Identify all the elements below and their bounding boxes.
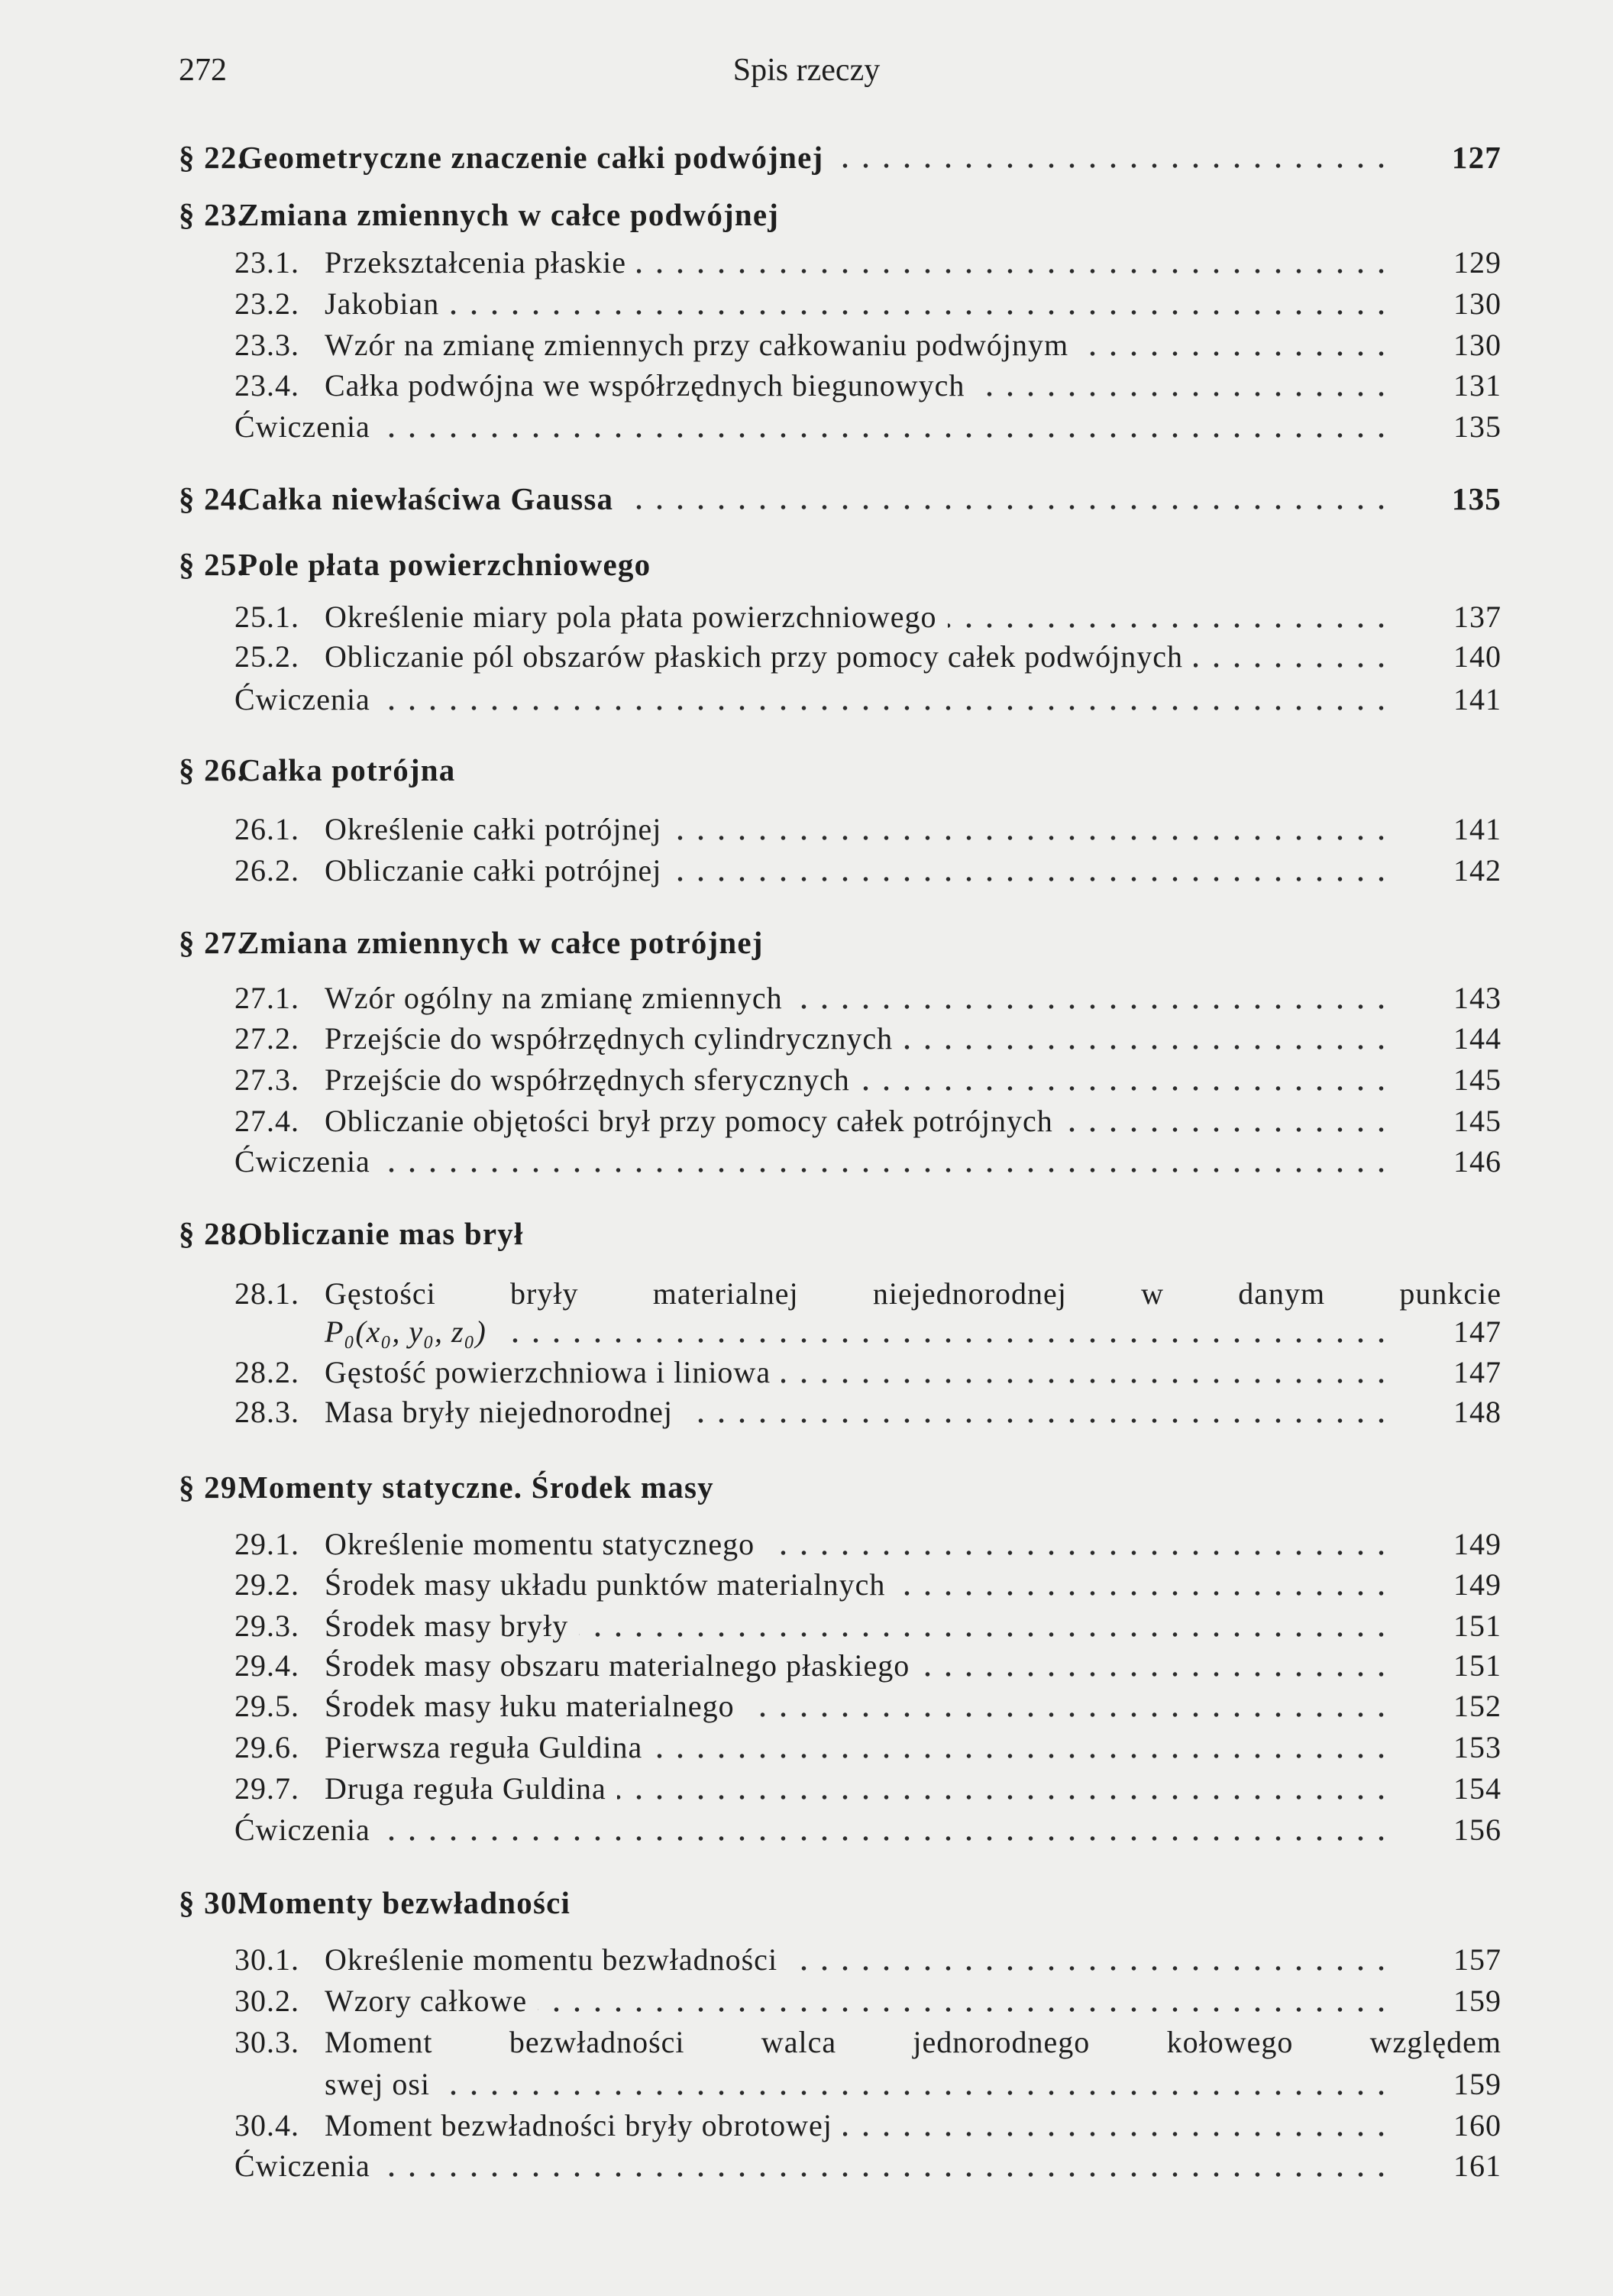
entry-number: 27.2. xyxy=(234,1021,299,1056)
page-number: 156 xyxy=(1453,1813,1501,1847)
entry-number: 23.3. xyxy=(234,328,299,362)
toc-entry xyxy=(0,2107,1613,2150)
dot-leader xyxy=(794,1004,1392,1009)
toc-entry xyxy=(0,1276,1613,1318)
section-heading xyxy=(0,546,1613,589)
dot-leader xyxy=(765,1551,1392,1555)
dot-leader xyxy=(381,2172,1392,2177)
entry-number: 23.4. xyxy=(234,368,299,403)
dot-leader xyxy=(381,1836,1392,1841)
entry-title: Obliczanie całki potrójnej xyxy=(325,853,662,888)
section-heading xyxy=(0,924,1613,967)
toc-entry xyxy=(0,1062,1613,1104)
toc-entry xyxy=(0,1394,1613,1437)
section-title: Całka potrójna xyxy=(238,752,456,787)
page-number: 148 xyxy=(1453,1395,1501,1429)
entry-number: 29.2. xyxy=(234,1567,299,1602)
section-number: § 22. xyxy=(179,140,246,175)
toc-entry xyxy=(0,980,1613,1023)
page-number: 159 xyxy=(1453,1984,1501,2018)
exercises-label: Ćwiczenia xyxy=(234,2149,370,2183)
exercises-label: Ćwiczenia xyxy=(234,1144,370,1179)
entry-number: 26.1. xyxy=(234,812,299,846)
section-title: Całka niewłaściwa Gaussa xyxy=(238,481,614,516)
entry-title: Określenie momentu bezwładności xyxy=(325,1942,778,1977)
section-title: Pole płata powierzchniowego xyxy=(238,547,651,582)
entry-number: 29.3. xyxy=(234,1609,299,1643)
exercises-label: Ćwiczenia xyxy=(234,1813,370,1847)
page-number: 151 xyxy=(1453,1648,1501,1683)
section-title: Zmiana zmiennych w całce podwójnej xyxy=(238,197,780,232)
page-number: 145 xyxy=(1453,1062,1501,1097)
entry-title: Wzór ogólny na zmianę zmiennych xyxy=(325,981,783,1015)
entry-title-continuation: P₀(x₀, y₀, z₀) xyxy=(325,1315,486,1349)
toc-entry xyxy=(0,811,1613,854)
section-number: § 27. xyxy=(179,925,246,960)
entry-title: Wzór na zmianę zmiennych przy całkowaniu podwójnym xyxy=(325,328,1069,362)
entry-number: 26.2. xyxy=(234,853,299,888)
section-heading xyxy=(0,1469,1613,1512)
toc-entry xyxy=(0,1526,1613,1569)
page-number: 141 xyxy=(1453,682,1501,716)
toc-entry xyxy=(0,1020,1613,1063)
section-number: § 29. xyxy=(179,1470,246,1505)
page-number: 154 xyxy=(1453,1771,1501,1806)
entry-number: 29.1. xyxy=(234,1527,299,1561)
section-heading xyxy=(0,196,1613,239)
page-number: 135 xyxy=(1451,481,1501,516)
entry-title: Całka podwójna we współrzędnych biegunowych xyxy=(325,368,965,403)
toc-entry xyxy=(0,1567,1613,1609)
entry-title: Środek masy obszaru materialnego płaskiego xyxy=(325,1648,910,1683)
dot-leader xyxy=(579,1632,1392,1637)
entry-title: Druga reguła Guldina xyxy=(325,1771,606,1806)
toc-entry xyxy=(0,681,1613,724)
dot-leader xyxy=(975,392,1392,396)
entry-number: 29.5. xyxy=(234,1689,299,1723)
entry-number: 30.2. xyxy=(234,1984,299,2018)
section-title: Obliczanie mas brył xyxy=(238,1216,524,1251)
entry-number: 27.3. xyxy=(234,1062,299,1097)
dot-leader xyxy=(788,1966,1392,1971)
section-heading xyxy=(0,1215,1613,1258)
entry-number: 29.6. xyxy=(234,1730,299,1764)
entry-number: 28.1. xyxy=(234,1276,299,1311)
section-heading xyxy=(0,1884,1613,1927)
entry-number: 30.4. xyxy=(234,2108,299,2142)
section-number: § 23. xyxy=(179,197,246,232)
toc-entry xyxy=(0,367,1613,410)
dot-leader xyxy=(1194,663,1392,668)
toc-entry xyxy=(0,1942,1613,1984)
toc-entry xyxy=(0,852,1613,895)
page-number: 153 xyxy=(1453,1730,1501,1764)
page-number: 129 xyxy=(1453,245,1501,280)
entry-title: Moment bezwładności walca jednorodnego kołowego względem xyxy=(325,2025,1501,2059)
page-number: 147 xyxy=(1453,1355,1501,1389)
dot-leader xyxy=(834,163,1392,168)
page-number: 135 xyxy=(1453,409,1501,444)
entry-title: Przejście do współrzędnych sferycznych xyxy=(325,1062,850,1097)
toc-entry xyxy=(0,2066,1613,2109)
dot-leader xyxy=(672,836,1392,840)
dot-leader xyxy=(948,623,1392,628)
toc-entry xyxy=(0,2024,1613,2067)
section-title: Momenty bezwładności xyxy=(238,1885,571,1920)
entry-title: Gęstość powierzchniowa i liniowa xyxy=(325,1355,771,1389)
page-number: 151 xyxy=(1453,1609,1501,1643)
page-number: 143 xyxy=(1453,981,1501,1015)
entry-title: Określenie całki potrójnej xyxy=(325,812,662,846)
entry-number: 25.1. xyxy=(234,600,299,634)
dot-leader xyxy=(441,2091,1392,2095)
entry-number: 23.1. xyxy=(234,245,299,280)
entry-title: Przejście do współrzędnych cylindrycznych xyxy=(325,1021,894,1056)
toc-entry xyxy=(0,1648,1613,1690)
toc-entry xyxy=(0,2148,1613,2191)
dot-leader xyxy=(745,1712,1392,1717)
dot-leader xyxy=(381,706,1392,710)
entry-title: Pierwsza reguła Guldina xyxy=(325,1730,643,1764)
dot-leader xyxy=(920,1672,1392,1677)
entry-title: Środek masy bryły xyxy=(325,1609,569,1643)
section-heading xyxy=(0,480,1613,523)
toc-entry xyxy=(0,1983,1613,2026)
toc-entry xyxy=(0,1354,1613,1397)
page-number: 157 xyxy=(1453,1942,1501,1977)
dot-leader xyxy=(861,1086,1392,1091)
page-number: 141 xyxy=(1453,812,1501,846)
dot-leader xyxy=(538,2007,1392,2012)
entry-title: Masa bryły niejednorodnej xyxy=(325,1395,673,1429)
section-number: § 30. xyxy=(179,1885,246,1920)
dot-leader xyxy=(497,1338,1392,1343)
entry-number: 30.3. xyxy=(234,2025,299,2059)
dot-leader xyxy=(684,1418,1392,1423)
section-number: § 25. xyxy=(179,547,246,582)
page-number: 130 xyxy=(1453,286,1501,321)
page-number: 160 xyxy=(1453,2108,1501,2142)
dot-leader xyxy=(843,2132,1392,2136)
dot-leader xyxy=(781,1379,1392,1383)
dot-leader xyxy=(1079,351,1392,356)
page-number: 142 xyxy=(1453,853,1501,888)
section-number: § 24. xyxy=(179,481,246,516)
entry-title: Moment bezwładności bryły obrotowej xyxy=(325,2108,832,2142)
dot-leader xyxy=(896,1591,1392,1596)
entry-title: Wzory całkowe xyxy=(325,1984,528,2018)
entry-title: Obliczanie pól obszarów płaskich przy pomocy całek podwójnych xyxy=(325,639,1184,674)
dot-leader xyxy=(653,1754,1392,1758)
entry-title: Określenie miary pola płata powierzchniowego xyxy=(325,600,937,634)
dot-leader xyxy=(617,1795,1392,1800)
page-number: 159 xyxy=(1453,2067,1501,2101)
toc-entry xyxy=(0,1608,1613,1651)
toc-entry xyxy=(0,286,1613,328)
toc-entry xyxy=(0,1688,1613,1731)
page-number: 127 xyxy=(1451,140,1501,175)
entry-title: Środek masy łuku materialnego xyxy=(325,1689,735,1723)
page-number: 145 xyxy=(1453,1104,1501,1138)
toc-entry xyxy=(0,1143,1613,1186)
page-number: 131 xyxy=(1453,368,1501,403)
dot-leader xyxy=(381,1168,1392,1172)
entry-number: 27.1. xyxy=(234,981,299,1015)
page-number: 152 xyxy=(1453,1689,1501,1723)
toc-entry xyxy=(0,327,1613,370)
entry-title: Środek masy układu punktów materialnych xyxy=(325,1567,886,1602)
entry-title: Określenie momentu statycznego xyxy=(325,1527,755,1561)
entry-number: 30.1. xyxy=(234,1942,299,1977)
page-number: 137 xyxy=(1453,600,1501,634)
section-title: Momenty statyczne. Środek masy xyxy=(238,1470,714,1505)
exercises-label: Ćwiczenia xyxy=(234,409,370,444)
page-number: 144 xyxy=(1453,1021,1501,1056)
entry-number: 29.7. xyxy=(234,1771,299,1806)
toc-entry xyxy=(0,1314,1613,1357)
dot-leader xyxy=(381,433,1392,438)
section-title: Zmiana zmiennych w całce potrójnej xyxy=(238,925,764,960)
section-heading xyxy=(0,139,1613,182)
entry-title: Przekształcenia płaskie xyxy=(325,245,627,280)
toc-entry xyxy=(0,639,1613,681)
entry-number: 27.4. xyxy=(234,1104,299,1138)
section-number: § 28. xyxy=(179,1216,246,1251)
section-title: Geometryczne znaczenie całki podwójnej xyxy=(238,140,824,175)
entry-title: Gęstości bryły materialnej niejednorodnej w danym punkcie xyxy=(325,1276,1501,1311)
dot-leader xyxy=(637,269,1392,273)
dot-leader xyxy=(624,505,1392,509)
page-number: 161 xyxy=(1453,2149,1501,2183)
page-number: 149 xyxy=(1453,1527,1501,1561)
toc-entry xyxy=(0,1771,1613,1813)
section-heading xyxy=(0,752,1613,794)
dot-leader xyxy=(672,877,1392,881)
page-number: 140 xyxy=(1453,639,1501,674)
section-number: § 26. xyxy=(179,752,246,787)
dot-leader xyxy=(903,1045,1392,1049)
toc-entry xyxy=(0,409,1613,451)
page-number: 130 xyxy=(1453,328,1501,362)
entry-title: Jakobian xyxy=(325,286,440,321)
page-number: 146 xyxy=(1453,1144,1501,1179)
entry-title-continuation: swej osi xyxy=(325,2067,430,2101)
toc-entry xyxy=(0,244,1613,287)
dot-leader xyxy=(1064,1127,1392,1132)
page-number: 149 xyxy=(1453,1567,1501,1602)
page-number: 147 xyxy=(1453,1315,1501,1349)
toc-entry xyxy=(0,599,1613,642)
running-title: Spis rzeczy xyxy=(732,53,881,88)
dot-leader xyxy=(450,310,1392,315)
entry-title: Obliczanie objętości brył przy pomocy całek potrójnych xyxy=(325,1104,1053,1138)
entry-number: 23.2. xyxy=(234,286,299,321)
toc-entry xyxy=(0,1812,1613,1855)
entry-number: 28.3. xyxy=(234,1395,299,1429)
toc-entry xyxy=(0,1729,1613,1772)
page-number: 272 xyxy=(179,53,227,88)
entry-number: 29.4. xyxy=(234,1648,299,1683)
exercises-label: Ćwiczenia xyxy=(234,682,370,716)
toc-entry xyxy=(0,1103,1613,1146)
entry-number: 28.2. xyxy=(234,1355,299,1389)
entry-number: 25.2. xyxy=(234,639,299,674)
